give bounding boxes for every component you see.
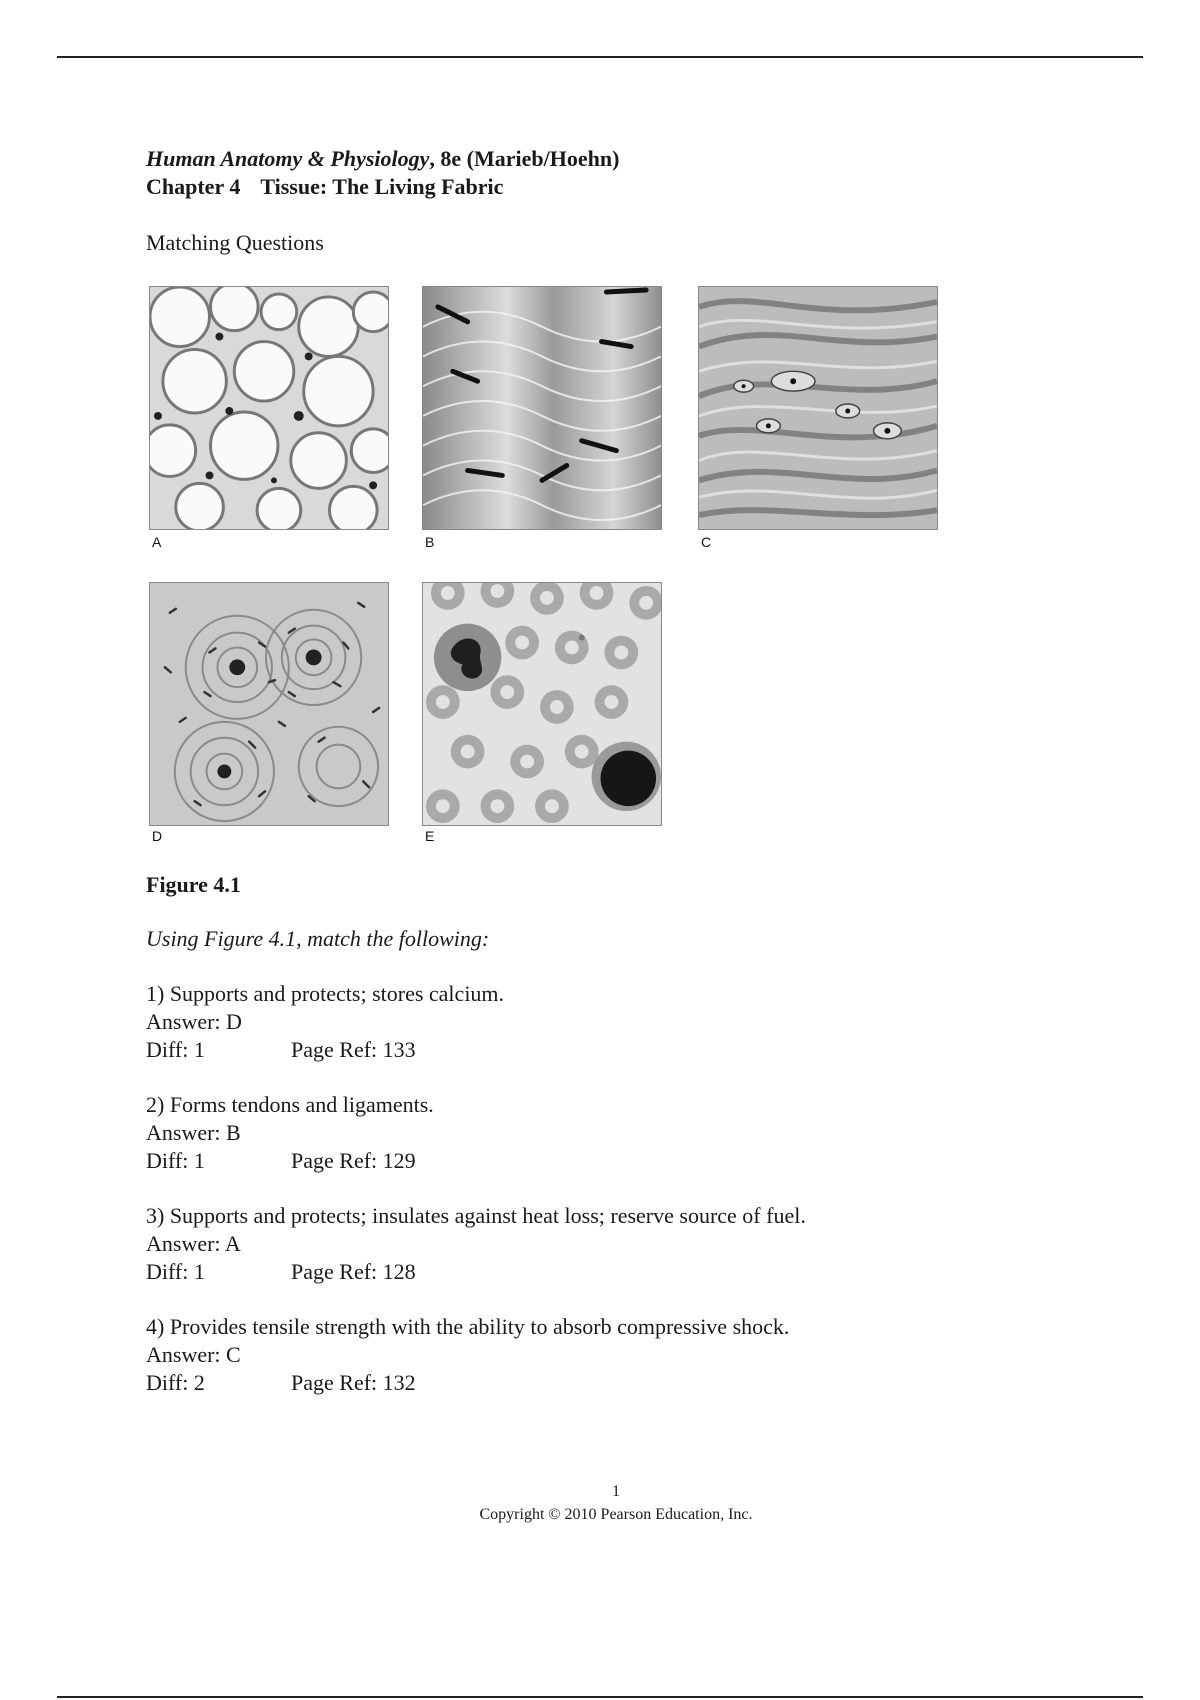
question-answer: Answer: A (146, 1231, 241, 1256)
question-text: 2) Forms tendons and ligaments. (146, 1092, 434, 1117)
question-1 (146, 980, 504, 1064)
question-diff: Diff: 2 (146, 1370, 205, 1395)
question-2 (146, 1091, 434, 1175)
panel-label-b: B (425, 534, 435, 550)
question-text: 1) Supports and protects; stores calcium. (146, 981, 505, 1006)
figure-panel-b (422, 286, 662, 530)
chapter-number: Chapter 4 (146, 174, 241, 199)
page-number: 1 (612, 1483, 620, 1500)
section-heading: Matching Questions (146, 230, 324, 255)
question-diff: Diff: 1 (146, 1037, 205, 1062)
question-page-ref: Page Ref: 128 (291, 1259, 416, 1284)
book-title (146, 146, 619, 172)
question-diff: Diff: 1 (146, 1148, 205, 1173)
figure-panel-c (698, 286, 938, 530)
question-diff: Diff: 1 (146, 1259, 205, 1284)
copyright-notice: Copyright © 2010 Pearson Education, Inc. (479, 1506, 753, 1523)
panel-label-e: E (425, 828, 435, 844)
question-answer: Answer: D (146, 1009, 242, 1034)
chapter-title: Tissue: The Living Fabric (260, 174, 504, 199)
question-answer: Answer: B (146, 1120, 241, 1145)
figure-panel-e (422, 582, 662, 826)
figure-panel-a (149, 286, 389, 530)
chapter-heading (146, 174, 503, 200)
figure-caption: Figure 4.1 (146, 872, 241, 897)
question-text: 3) Supports and protects; insulates against heat loss; reserve source of fuel. (146, 1203, 806, 1228)
top-rule (57, 56, 1143, 58)
bottom-rule (57, 1696, 1143, 1698)
book-title-edition: , 8e (Marieb/Hoehn) (429, 146, 620, 171)
question-page-ref: Page Ref: 132 (291, 1370, 416, 1395)
figure-instruction: Using Figure 4.1, match the following: (146, 926, 490, 951)
question-page-ref: Page Ref: 133 (291, 1037, 416, 1062)
question-4 (146, 1313, 789, 1397)
book-title-italic: Human Anatomy & Physiology (146, 146, 430, 171)
panel-label-c: C (701, 534, 712, 550)
figure-panel-d (149, 582, 389, 826)
question-page-ref: Page Ref: 129 (291, 1148, 416, 1173)
question-3 (146, 1202, 806, 1286)
panel-label-d: D (152, 828, 163, 844)
question-text: 4) Provides tensile strength with the ability to absorb compressive shock. (146, 1314, 790, 1339)
question-answer: Answer: C (146, 1342, 241, 1367)
panel-label-a: A (152, 534, 162, 550)
